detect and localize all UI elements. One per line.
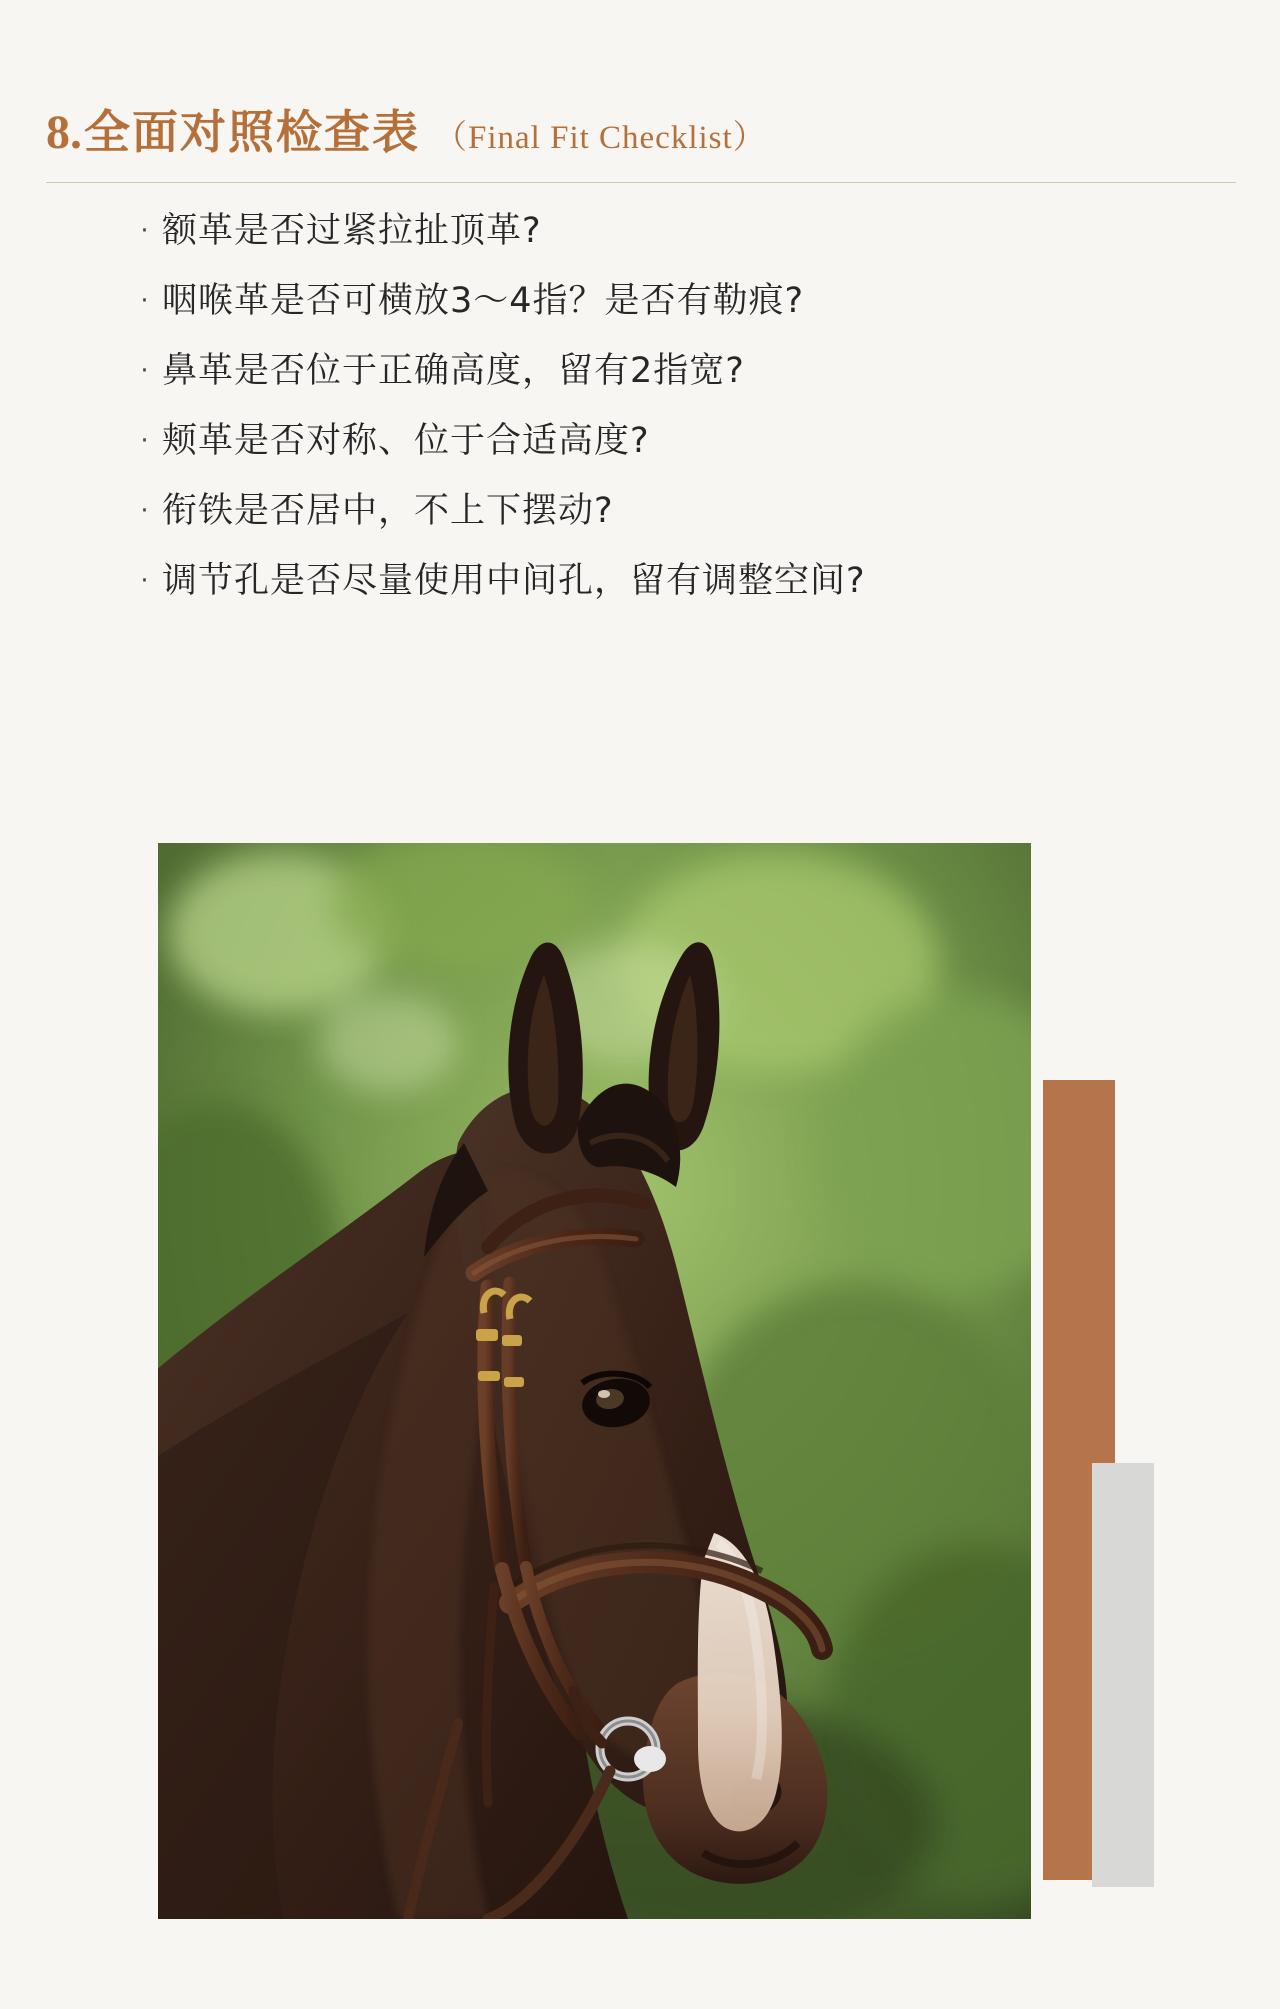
list-item <box>128 488 1228 534</box>
heading-number: 8. <box>46 106 82 159</box>
page-title <box>46 96 1236 162</box>
bullet-icon: · <box>140 496 150 526</box>
list-item-label: 衔铁是否居中，不上下摆动? <box>162 491 614 531</box>
list-item-label: 鼻革是否位于正确高度，留有2指宽? <box>162 351 745 391</box>
list-item <box>128 558 1228 604</box>
checklist <box>128 208 1228 628</box>
heading-title-cn: 全面对照检查表 <box>84 105 420 159</box>
bullet-icon: · <box>140 426 150 456</box>
bullet-icon: · <box>140 356 150 386</box>
bullet-icon: · <box>140 216 150 246</box>
bullet-icon: · <box>140 566 150 596</box>
list-item-label: 调节孔是否尽量使用中间孔，留有调整空间? <box>162 561 866 601</box>
list-item-label: 额革是否过紧拉扯顶革? <box>162 211 542 251</box>
list-item <box>128 208 1228 254</box>
bullet-icon: · <box>140 286 150 316</box>
decorative-grey-bar <box>1092 1463 1154 1887</box>
list-item <box>128 348 1228 394</box>
list-item-label: 颊革是否对称、位于合适高度? <box>162 421 650 461</box>
heading-title-en: （Final Fit Checklist） <box>434 120 767 156</box>
list-item <box>128 418 1228 464</box>
horse-photo <box>158 843 1031 1919</box>
title-divider <box>46 182 1236 183</box>
list-item-label: 咽喉革是否可横放3～4指？是否有勒痕? <box>162 281 805 321</box>
list-item <box>128 278 1228 324</box>
